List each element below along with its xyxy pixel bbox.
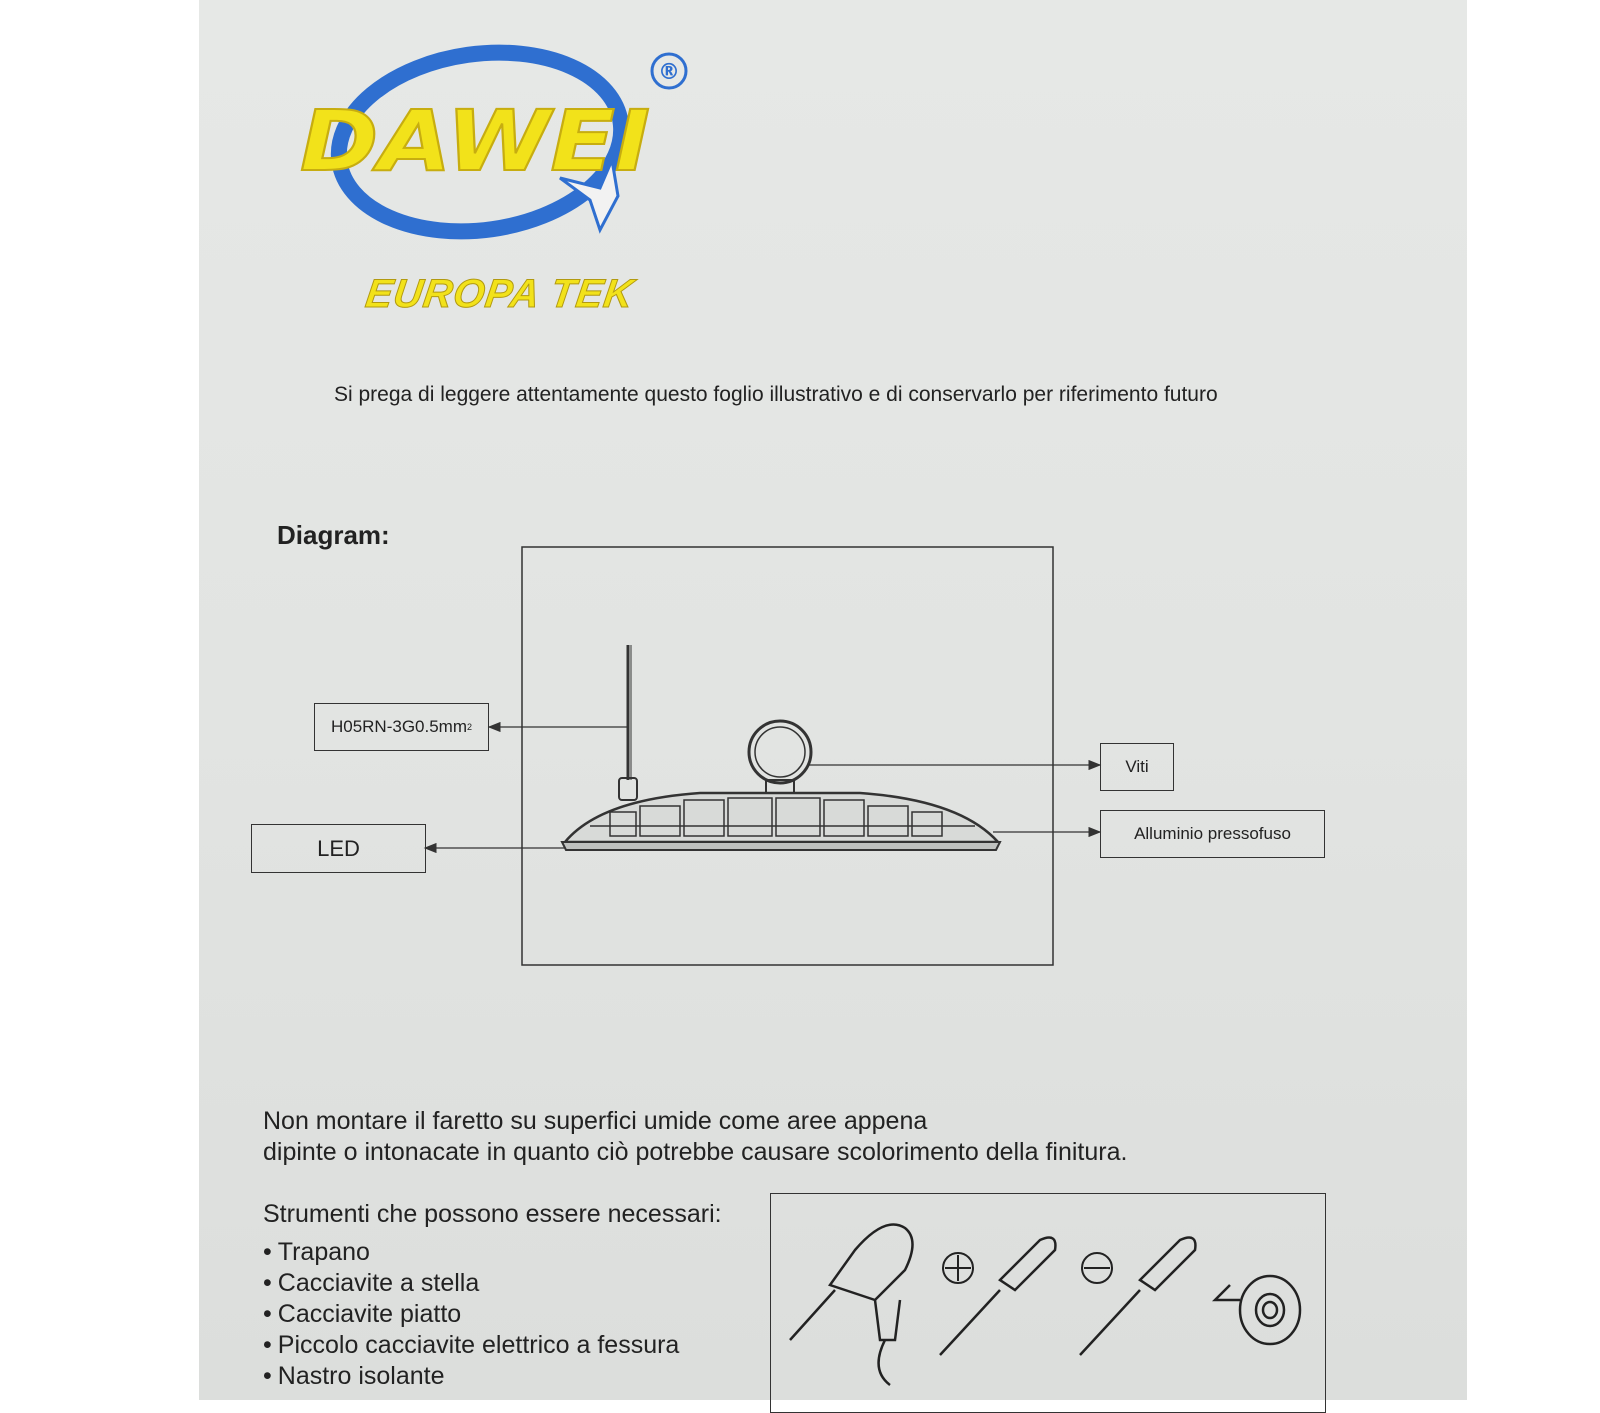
diagram-heading: Diagram: xyxy=(277,520,390,550)
logo-wordmark: DAWEI xyxy=(300,92,650,190)
list-item: • Cacciavite piatto xyxy=(263,1299,679,1330)
drill-icon xyxy=(790,1224,913,1385)
list-item: • Nastro isolante xyxy=(263,1361,679,1392)
led-label: LED xyxy=(251,824,426,873)
brand-subtitle: EUROPA TEK xyxy=(362,272,637,316)
flat-head-icon xyxy=(1082,1253,1112,1283)
list-item: • Trapano xyxy=(263,1237,679,1268)
warning-line-2: dipinte o intonacate in quanto ciò potrebbe causare scolorimento della finitura. xyxy=(263,1138,1128,1166)
screws-label: Viti xyxy=(1100,743,1174,791)
intro-text: Si prega di leggere attentamente questo foglio illustrativo e di conservarlo per riferimento futuro xyxy=(334,383,1218,406)
body-material-label: Alluminio pressofuso xyxy=(1100,810,1325,858)
list-item: • Cacciavite a stella xyxy=(263,1268,679,1299)
warning-line-1: Non montare il faretto su superfici umide come aree appena xyxy=(263,1107,928,1135)
flat-screwdriver-icon xyxy=(1080,1238,1195,1355)
list-item: • Piccolo cacciavite elettrico a fessura xyxy=(263,1330,679,1361)
cable-label-superscript: 2 xyxy=(467,722,473,732)
cable-label-text: H05RN-3G0.5mm xyxy=(330,717,468,736)
tools-title: Strumenti che possono essere necessari: xyxy=(263,1200,722,1228)
phillips-head-icon xyxy=(943,1253,973,1283)
registered-mark: ® xyxy=(658,60,680,85)
insulating-tape-icon xyxy=(1215,1276,1300,1344)
